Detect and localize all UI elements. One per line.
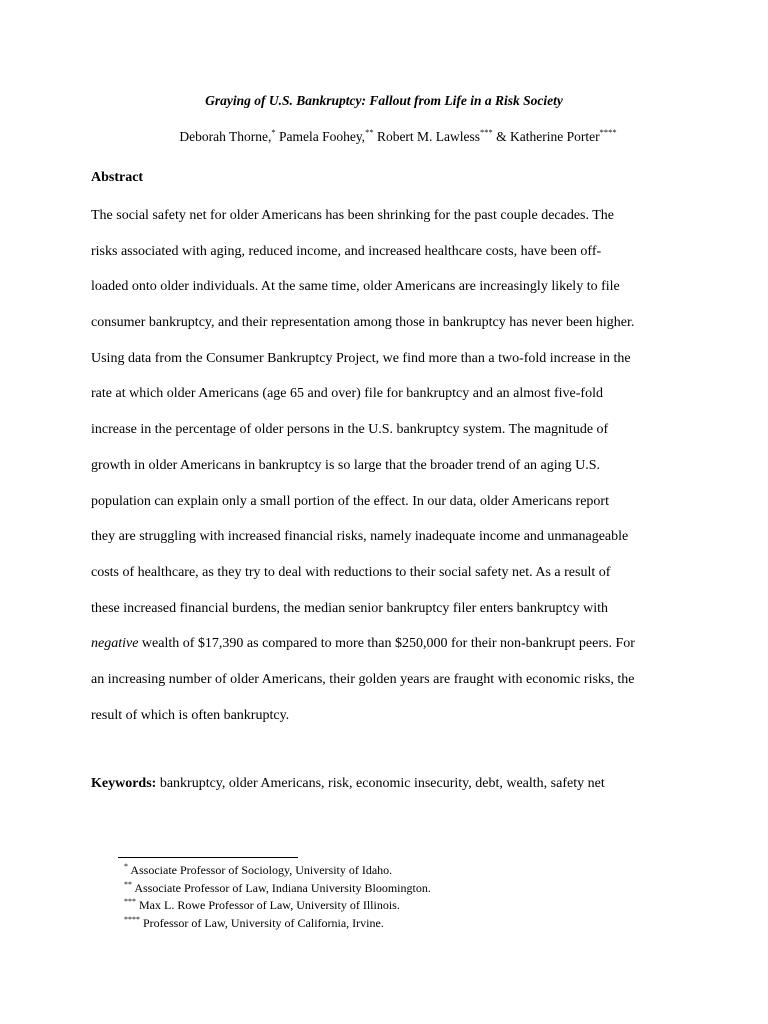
abstract-line <box>91 626 687 662</box>
abstract-line: loaded onto older individuals. At the same time, older Americans are increasingly likely to file <box>91 279 620 295</box>
footnote-mark: *** <box>124 897 136 906</box>
author-name: Deborah Thorne, <box>179 129 272 144</box>
abstract-line: Using data from the Consumer Bankruptcy Project, we find more than a two-fold increase in the <box>91 350 631 366</box>
footnote <box>124 915 431 933</box>
abstract-line: rate at which older Americans (age 65 and over) file for bankruptcy and an almost five-fold <box>91 386 603 402</box>
author-footnote-mark: **** <box>599 127 617 137</box>
footnote <box>124 897 431 915</box>
footnote-text: Associate Professor of Sociology, University of Idaho. <box>128 863 393 877</box>
emphasis-text: negative <box>91 636 139 652</box>
author-name: Robert M. Lawless <box>376 129 481 144</box>
footnote-text: Associate Professor of Law, Indiana University Bloomington. <box>132 880 431 895</box>
footnote <box>124 862 431 880</box>
footnote-mark: **** <box>124 914 140 924</box>
footnote-mark: ** <box>124 879 132 889</box>
footnote-text: Professor of Law, University of California, Irvine. <box>140 915 384 930</box>
abstract-line: risks associated with aging, reduced income, and increased healthcare costs, have been off- <box>91 243 602 259</box>
keywords-text: bankruptcy, older Americans, risk, economic insecurity, debt, wealth, safety net <box>156 776 605 791</box>
abstract-line: an increasing number of older Americans, their golden years are fraught with economic risks, the <box>91 671 635 687</box>
footnote-text: Max L. Rowe Professor of Law, University of Illinois. <box>136 898 400 912</box>
abstract-line: growth in older Americans in bankruptcy is so large that the broader trend of an aging U.S. <box>91 457 601 473</box>
abstract-line: population can explain only a small portion of the effect. In our data, older Americans report <box>91 493 609 509</box>
paper-title: Graying of U.S. Bankruptcy: Fallout from Life in a Risk Society <box>205 93 563 108</box>
footnote-mark: * <box>124 862 128 871</box>
author-line <box>0 129 768 145</box>
footnotes <box>124 862 431 932</box>
abstract-line: increase in the percentage of older persons in the U.S. bankruptcy system. The magnitude of <box>91 422 609 438</box>
footnote-separator <box>118 857 298 858</box>
abstract-line-rest: wealth of $17,390 as compared to more than $250,000 for their non-bankrupt peers. For <box>138 636 635 652</box>
keywords-label: Keywords: <box>91 776 157 791</box>
abstract-heading: Abstract <box>91 170 144 185</box>
abstract-line: result of which is often bankruptcy. <box>91 707 290 723</box>
author-footnote-mark: ** <box>365 127 374 137</box>
abstract-line: The social safety net for older Americans has been shrinking for the past couple decades. The <box>91 208 615 223</box>
author-footnote-mark: *** <box>480 127 493 137</box>
author-name: & Katherine Porter <box>496 129 600 144</box>
abstract-line: costs of healthcare, as they try to deal with reductions to their social safety net. As a result of <box>91 564 611 580</box>
abstract-line: they are struggling with increased financial risks, namely inadequate income and unmanageable <box>91 529 629 545</box>
author-name: Pamela Foohey, <box>278 129 366 144</box>
abstract-line: consumer bankruptcy, and their representation among those in bankruptcy has never been higher. <box>91 315 635 331</box>
abstract-line: these increased financial burdens, the median senior bankruptcy filer enters bankruptcy with <box>91 600 609 616</box>
author-footnote-mark: * <box>271 127 276 137</box>
keywords-line <box>91 776 605 792</box>
abstract-body <box>91 198 687 733</box>
footnote <box>124 880 431 898</box>
